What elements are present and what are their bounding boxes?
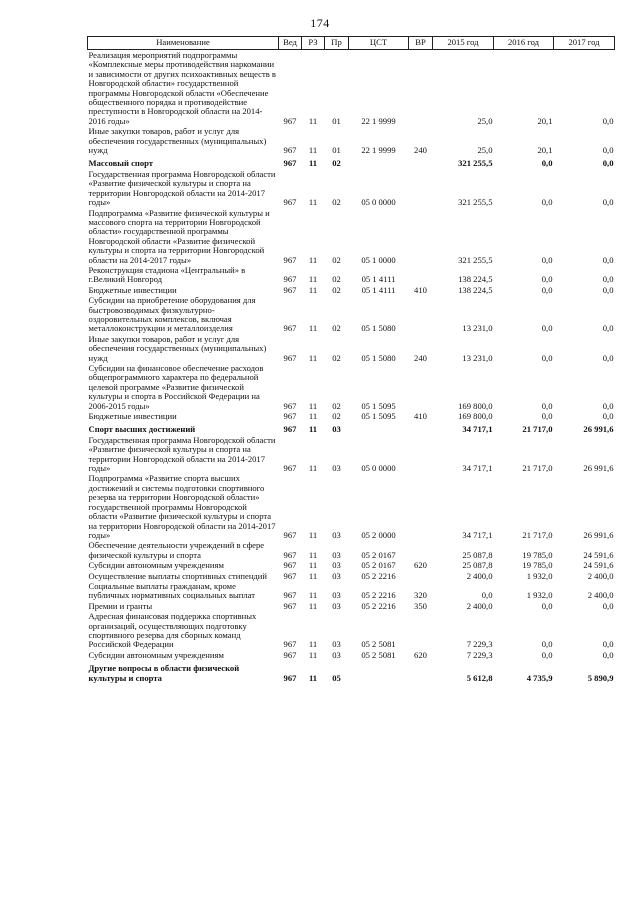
row-ved: 967: [283, 197, 297, 208]
row-rz: 11: [308, 649, 318, 660]
row-pr: 02: [332, 323, 341, 334]
row-2015: 25 087,8: [462, 560, 493, 571]
row-2015: 138 224,5: [458, 284, 493, 295]
row-ved: 967: [283, 560, 297, 571]
row-rz: 11: [308, 600, 318, 611]
row-cst: 05 2 0000: [361, 529, 396, 540]
row-2017: 0,0: [602, 600, 614, 611]
row-ved: 967: [283, 352, 297, 363]
table-row: [88, 540, 615, 560]
row-pr: 03: [332, 560, 341, 571]
row-ved: 967: [283, 590, 297, 601]
row-2015: 2 400,0: [466, 600, 493, 611]
row-2017: 0,0: [602, 145, 614, 156]
row-vr: [409, 208, 433, 265]
row-vr: 240: [414, 352, 427, 363]
row-2016: 1 932,0: [526, 570, 553, 581]
row-2016: 0,0: [541, 400, 553, 411]
table-row: [88, 411, 615, 421]
page-number: 174: [310, 16, 330, 30]
row-2017: 2 400,0: [587, 570, 614, 581]
row-2017: 0,0: [602, 639, 614, 650]
row-rz: 11: [308, 284, 318, 295]
row-ved: 967: [283, 274, 297, 285]
header-vr: ВР: [409, 37, 433, 50]
row-vr: [409, 155, 433, 168]
row-rz: 11: [308, 570, 318, 581]
row-pr: 02: [332, 284, 341, 295]
row-rz: 11: [308, 145, 318, 156]
row-name: Осуществление выплаты спортивных стипендий: [88, 570, 267, 581]
row-2016: 0,0: [541, 411, 553, 422]
row-2016: 21 717,0: [522, 463, 553, 474]
row-vr: [409, 421, 433, 434]
row-pr: 02: [332, 254, 341, 265]
row-name: Бюджетные инвестиции: [88, 411, 177, 422]
row-rz: 11: [308, 560, 318, 571]
header-2015: 2015 год: [433, 37, 494, 50]
row-2017: 5 890,9: [587, 672, 614, 683]
row-2015: 7 229,3: [466, 639, 493, 650]
header-2016: 2016 год: [494, 37, 554, 50]
row-pr: 02: [332, 274, 341, 285]
row-2017: 24 591,6: [583, 560, 614, 571]
row-ved: 967: [283, 549, 297, 560]
row-name: Адресная финансовая поддержка спортивных организаций, осуществляющих подготовку спортивного резерва для сборных команд Российской Федерации: [88, 611, 257, 650]
row-cst: 05 1 5095: [361, 411, 396, 422]
row-vr: [409, 363, 433, 411]
row-ved: 967: [283, 411, 297, 422]
row-2015: 13 231,0: [462, 352, 493, 363]
row-2015: 138 224,5: [458, 274, 493, 285]
row-cst: [349, 660, 409, 683]
row-name: Массовый спорт: [88, 158, 154, 169]
row-2015: 7 229,3: [466, 649, 493, 660]
row-pr: 02: [332, 197, 341, 208]
row-ved: 967: [283, 529, 297, 540]
row-vr: 320: [414, 590, 427, 601]
row-2016: 0,0: [541, 600, 553, 611]
row-2016: 0,0: [541, 254, 553, 265]
row-2017: 26 991,6: [583, 529, 614, 540]
row-rz: 11: [308, 400, 318, 411]
row-2015: 25,0: [477, 115, 493, 126]
row-name: Субсидии автономным учреждениям: [88, 560, 224, 571]
row-vr: [409, 571, 433, 581]
row-2017: 0,0: [602, 158, 614, 169]
row-vr: [409, 169, 433, 208]
row-2017: 0,0: [602, 352, 614, 363]
row-2017: 0,0: [602, 649, 614, 660]
row-cst: 05 0 0000: [361, 197, 396, 208]
row-vr: 410: [414, 284, 427, 295]
table-row: [88, 611, 615, 650]
table-row: [88, 581, 615, 601]
row-rz: 11: [308, 424, 318, 435]
row-name: Подпрограмма «Развитие физической культуры и массового спорта на территории Новгородской области» государственной программы Новгородской области «Развитие физической культуры и спорта на территории Новгородской области на 2014-2017 годы»: [88, 207, 270, 265]
row-2017: 0,0: [602, 284, 614, 295]
header-2017: 2017 год: [554, 37, 615, 50]
row-2015: 169 800,0: [458, 400, 493, 411]
header-ved: Вед: [279, 37, 302, 50]
header-pr: Пр: [325, 37, 349, 50]
row-name: Бюджетные инвестиции: [88, 284, 177, 295]
row-2015: 34 717,1: [462, 529, 493, 540]
row-ved: 967: [283, 115, 297, 126]
row-cst: 05 2 5081: [361, 649, 396, 660]
row-pr: 03: [332, 590, 341, 601]
row-pr: 03: [332, 600, 341, 611]
row-name: Иные закупки товаров, работ и услуг для обеспечения государственных (муниципальных) нужд: [88, 333, 267, 363]
row-cst: 05 1 4111: [361, 284, 396, 295]
row-cst: 05 1 4111: [361, 274, 396, 285]
row-vr: 350: [414, 600, 427, 611]
row-2015: 25 087,8: [462, 549, 493, 560]
row-cst: 05 1 5080: [361, 323, 396, 334]
row-2017: 0,0: [602, 411, 614, 422]
row-name: Государственная программа Новгородской области «Развитие физической культуры и спорта на территории Новгородской области на 2014-2017 годы»: [88, 168, 276, 208]
row-2015: 25,0: [477, 145, 493, 156]
row-rz: 11: [308, 672, 318, 683]
row-2016: 0,0: [541, 158, 553, 169]
row-2017: 0,0: [602, 115, 614, 126]
row-vr: [409, 265, 433, 285]
row-ved: 967: [283, 323, 297, 334]
row-pr: 01: [332, 115, 341, 126]
row-pr: 03: [332, 639, 341, 650]
row-ved: 967: [283, 145, 297, 156]
row-name: Обеспечение деятельности учреждений в сфере физической культуры и спорта: [88, 540, 265, 560]
row-cst: 05 1 5095: [361, 400, 396, 411]
row-pr: 03: [332, 529, 341, 540]
row-2017: 26 991,6: [583, 424, 614, 435]
row-name: Другие вопросы в области физической культуры и спорта: [88, 663, 240, 683]
row-2015: 321 255,5: [458, 254, 493, 265]
row-2016: 21 717,0: [522, 424, 553, 435]
row-vr: [409, 540, 433, 560]
row-name: Подпрограмма «Развитие спорта высших достижений и системы подготовки спортивного резерва на территории Новгородской области» государственной программы Новгородской области «Развитие физической культуры и спорта на территории Новгородской области на 2014-2017 годы»: [88, 473, 276, 540]
row-name: Реализация мероприятий подпрограммы «Комплексные меры противодействия наркомании и зависимости от других психоактивных веществ в Новгородской области» государственной программы Новгородской области «Обеспечение общественного порядка и противодействие преступности в Новгородской области на 2014-2016 годы»: [88, 50, 276, 126]
row-ved: 967: [283, 158, 297, 169]
row-2017: 2 400,0: [587, 590, 614, 601]
row-name: Реконструкция стадиона «Центральный» в г.Великий Новгород: [88, 264, 246, 285]
table-row: [88, 560, 615, 570]
row-2015: 0,0: [481, 590, 493, 601]
row-2016: 0,0: [541, 323, 553, 334]
table-row: [88, 50, 615, 127]
table-row: [88, 571, 615, 581]
row-2016: 20,1: [537, 115, 553, 126]
table-row: [88, 421, 615, 434]
row-2015: 321 255,5: [458, 197, 493, 208]
row-ved: 967: [283, 600, 297, 611]
row-ved: 967: [283, 570, 297, 581]
row-2016: 1 932,0: [526, 590, 553, 601]
row-cst: [349, 421, 409, 434]
row-vr: [409, 435, 433, 474]
row-ved: 967: [283, 284, 297, 295]
row-name: Спорт высших достижений: [88, 424, 196, 435]
table-row: [88, 334, 615, 363]
table-row: [88, 265, 615, 285]
row-2017: 0,0: [602, 323, 614, 334]
row-name: Социальные выплаты гражданам, кроме публичных нормативных социальных выплат: [88, 580, 256, 601]
row-ved: 967: [283, 463, 297, 474]
row-ved: 967: [283, 649, 297, 660]
table-row: [88, 363, 615, 411]
table-body: [88, 50, 615, 684]
row-rz: 11: [308, 323, 318, 334]
row-2016: 0,0: [541, 352, 553, 363]
table-row: [88, 169, 615, 208]
row-pr: 02: [332, 352, 341, 363]
table-row: [88, 435, 615, 474]
row-name: Субсидии на приобретение оборудования для быстровозводимых физкультурно-оздоровительных комплексов, включая металлоконструкции и металлоизделия: [88, 295, 256, 334]
row-pr: 05: [332, 672, 341, 683]
row-2017: 0,0: [602, 197, 614, 208]
row-2016: 0,0: [541, 274, 553, 285]
row-pr: 03: [332, 424, 341, 435]
row-ved: 967: [283, 254, 297, 265]
row-rz: 11: [308, 352, 318, 363]
row-rz: 11: [308, 115, 318, 126]
row-rz: 11: [308, 254, 318, 265]
row-cst: 05 2 5081: [361, 639, 396, 650]
row-ved: 967: [283, 400, 297, 411]
row-2017: 24 591,6: [583, 549, 614, 560]
table-row: [88, 208, 615, 265]
table-row: [88, 601, 615, 611]
row-rz: 11: [308, 590, 318, 601]
row-2017: 0,0: [602, 254, 614, 265]
row-ved: 967: [283, 672, 297, 683]
row-cst: 22 1 9999: [361, 145, 396, 156]
row-cst: 22 1 9999: [361, 115, 396, 126]
row-vr: 620: [414, 649, 427, 660]
row-pr: 03: [332, 570, 341, 581]
row-name: Иные закупки товаров, работ и услуг для обеспечения государственных (муниципальных) нужд: [88, 126, 267, 156]
table-row: [88, 295, 615, 334]
table-row: [88, 473, 615, 540]
row-rz: 11: [308, 549, 318, 560]
row-rz: 11: [308, 197, 318, 208]
row-vr: [409, 611, 433, 650]
row-2016: 19 785,0: [522, 560, 553, 571]
row-2015: 321 255,5: [458, 158, 493, 169]
row-2017: 0,0: [602, 400, 614, 411]
row-name: Субсидии на финансовое обеспечение расходов общепрограммного характера по федеральной целевой программе «Развитие физической культуры и спорта в Российской Федерации на 2006-2015 годы»: [88, 363, 264, 411]
row-2015: 2 400,0: [466, 570, 493, 581]
row-cst: [349, 155, 409, 168]
row-vr: [409, 50, 433, 127]
row-2016: 0,0: [541, 197, 553, 208]
row-rz: 11: [308, 158, 318, 169]
header-rz: РЗ: [302, 37, 325, 50]
row-2016: 0,0: [541, 649, 553, 660]
row-rz: 11: [308, 274, 318, 285]
row-pr: 02: [332, 411, 341, 422]
row-pr: 03: [332, 463, 341, 474]
row-2016: 21 717,0: [522, 529, 553, 540]
table-row: [88, 155, 615, 168]
row-rz: 11: [308, 529, 318, 540]
row-pr: 02: [332, 158, 341, 169]
row-pr: 03: [332, 549, 341, 560]
row-pr: 02: [332, 400, 341, 411]
row-2016: 20,1: [537, 145, 553, 156]
table-row: [88, 285, 615, 295]
table-row: [88, 126, 615, 155]
row-2017: 26 991,6: [583, 463, 614, 474]
row-rz: 11: [308, 639, 318, 650]
row-pr: 01: [332, 145, 341, 156]
header-name: Наименование: [88, 37, 279, 50]
row-cst: 05 1 5080: [361, 352, 396, 363]
row-pr: 03: [332, 649, 341, 660]
row-rz: 11: [308, 411, 318, 422]
row-vr: [409, 660, 433, 683]
table-row: [88, 650, 615, 660]
row-2015: 169 800,0: [458, 411, 493, 422]
row-cst: 05 2 2216: [361, 590, 396, 601]
header-cst: ЦСТ: [349, 37, 409, 50]
row-cst: 05 2 0167: [361, 560, 396, 571]
row-cst: 05 1 0000: [361, 254, 396, 265]
budget-table: [87, 36, 615, 683]
row-2016: 0,0: [541, 284, 553, 295]
row-vr: 410: [414, 411, 427, 422]
row-ved: 967: [283, 424, 297, 435]
row-2015: 34 717,1: [462, 424, 493, 435]
row-ved: 967: [283, 639, 297, 650]
table-header-row: [88, 37, 615, 50]
row-name: Субсидии автономным учреждениям: [88, 649, 224, 660]
row-vr: [409, 473, 433, 540]
row-vr: [409, 295, 433, 334]
row-2015: 34 717,1: [462, 463, 493, 474]
row-2015: 13 231,0: [462, 323, 493, 334]
row-2016: 19 785,0: [522, 549, 553, 560]
row-cst: 05 2 2216: [361, 600, 396, 611]
row-name: Государственная программа Новгородской области «Развитие физической культуры и спорта на территории Новгородской области на 2014-2017 годы»: [88, 434, 276, 474]
row-2017: 0,0: [602, 274, 614, 285]
row-cst: 05 2 0167: [361, 549, 396, 560]
row-cst: 05 0 0000: [361, 463, 396, 474]
row-vr: 240: [414, 145, 427, 156]
row-name: Премии и гранты: [88, 600, 153, 611]
table-row: [88, 660, 615, 683]
row-2015: 5 612,8: [466, 672, 493, 683]
row-rz: 11: [308, 463, 318, 474]
row-2016: 0,0: [541, 639, 553, 650]
row-vr: 620: [414, 560, 427, 571]
row-2016: 4 735,9: [526, 672, 553, 683]
row-cst: 05 2 2216: [361, 570, 396, 581]
